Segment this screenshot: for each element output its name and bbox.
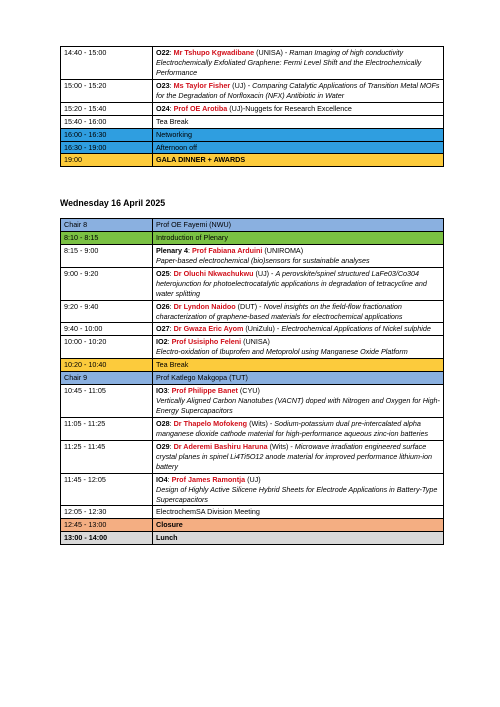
talk-code: O22 xyxy=(156,48,170,57)
talk-title: Raman Imaging of high conductivity Electrochemically Exfoliated Graphene: Fermi Level Shift and the Electrochemically Performance xyxy=(156,48,422,77)
talk-code: O26 xyxy=(156,301,170,311)
schedule-row xyxy=(61,359,444,372)
schedule-row xyxy=(61,336,444,359)
session-label: Prof OE Fayemi (NWU) xyxy=(156,220,232,229)
speaker-name: Dr Lyndon Naidoo xyxy=(173,301,236,311)
session-cell xyxy=(153,141,444,154)
schedule-row xyxy=(61,473,444,506)
time-cell: 14:40 - 15:00 xyxy=(61,47,153,80)
time-cell: 9:00 - 9:20 xyxy=(61,267,153,300)
talk-title: A perovskite/spinel structured LaFe03/Co304 heterojunction for photoelectrocatalytic applications in degradation of tetracycline and water splitting xyxy=(156,268,427,298)
speaker-name: Prof Usisipho Feleni xyxy=(171,337,242,347)
session-cell xyxy=(153,519,444,532)
session-label: Networking xyxy=(156,129,192,139)
schedule-row xyxy=(61,300,444,323)
session-label: Prof Katlego Makgopa (TUT) xyxy=(156,373,248,383)
time-cell: 15:40 - 16:00 xyxy=(61,115,153,128)
speaker-affiliation: (UJ) - xyxy=(253,268,276,278)
session-cell xyxy=(153,372,444,385)
schedule-row xyxy=(61,128,444,141)
talk-code: Plenary 4 xyxy=(156,245,188,255)
session-label: Tea Break xyxy=(156,116,189,126)
time-cell: 19:00 xyxy=(61,154,153,167)
talk-title: Electrochemical Applications of Nickel sulphide xyxy=(281,324,431,334)
talk-code: O29 xyxy=(156,441,170,451)
time-cell: Chair 9 xyxy=(61,372,153,385)
schedule-row xyxy=(61,385,444,418)
session-cell xyxy=(153,128,444,141)
schedule-row xyxy=(61,141,444,154)
schedule-row xyxy=(61,115,444,128)
session-cell: IO4: Prof James Ramontja (UJ) Design of Highly Active Silicene Hybrid Sheets for Electrode Applications in Battery-Type Supercapacitors xyxy=(153,473,444,506)
time-cell: 11:05 - 11:25 xyxy=(61,417,153,440)
schedule-row xyxy=(61,519,444,532)
schedule-table-wednesday xyxy=(60,218,444,545)
time-cell: 11:25 - 11:45 xyxy=(61,440,153,473)
time-cell: 9:20 - 9:40 xyxy=(61,300,153,323)
time-cell: 11:45 - 12:05 xyxy=(61,473,153,506)
talk-code: O24 xyxy=(156,103,170,113)
time-cell: 10:45 - 11:05 xyxy=(61,385,153,418)
session-cell: O22: Mr Tshupo Kgwadibane (UNISA) - Raman Imaging of high conductivity Electrochemically Exfoliated Graphene: Fermi Level Shift and the Electrochemically Performance xyxy=(153,47,444,80)
time-cell: 8:10 - 8:15 xyxy=(61,231,153,244)
talk-code: O25 xyxy=(156,268,170,278)
speaker-affiliation: (Wits) - xyxy=(247,418,275,428)
speaker-affiliation: (Wits) - xyxy=(267,441,295,451)
talk-title: Novel insights on the field-flow fractionation characterization of graphene-based materials for electrochemical applications xyxy=(156,301,403,321)
session-cell: IO3: Prof Philippe Banet (CYU) Vertically Aligned Carbon Nanotubes (VACNT) doped with Nitrogen and Oxygen for High-Energy Supercapacitors xyxy=(153,385,444,418)
time-cell: 16:30 - 19:00 xyxy=(61,141,153,154)
schedule-table-tuesday xyxy=(60,46,444,167)
speaker-affiliation: (UNIROMA) xyxy=(262,245,304,255)
time-cell: Chair 8 xyxy=(61,219,153,232)
day-heading: Wednesday 16 April 2025 xyxy=(60,198,166,208)
session-cell xyxy=(153,115,444,128)
schedule-row xyxy=(61,372,444,385)
speaker-name: Dr Thapelo Mofokeng xyxy=(173,418,248,428)
speaker-affiliation: (DUT) - xyxy=(235,301,264,311)
talk-code: IO3 xyxy=(156,386,168,396)
schedule-row xyxy=(61,323,444,336)
schedule-row xyxy=(61,102,444,115)
speaker-name: Dr Aderemi Bashiru Haruna xyxy=(173,441,268,451)
talk-title: Paper-based electrochemical (bio)sensors for sustainable analyses xyxy=(156,255,370,265)
speaker-affiliation: (UJ) - xyxy=(230,80,253,90)
session-cell xyxy=(153,231,444,244)
schedule-row xyxy=(61,79,444,102)
talk-code: IO4 xyxy=(156,474,168,484)
speaker-name: Dr Gwaza Eric Ayom xyxy=(173,324,244,334)
time-cell: 10:20 - 10:40 xyxy=(61,359,153,372)
session-cell: Plenary 4: Prof Fabiana Arduini (UNIROMA) Paper-based electrochemical (bio)sensors for sustainable analyses xyxy=(153,244,444,267)
session-cell xyxy=(153,359,444,372)
speaker-affiliation: (UJ) xyxy=(245,474,261,484)
talk-title: Electro-oxidation of Ibuprofen and Metoprolol using Manganese Oxide Platform xyxy=(156,347,408,357)
time-cell: 8:15 - 9:00 xyxy=(61,244,153,267)
session-label: Lunch xyxy=(156,533,178,543)
session-cell: O26: Dr Lyndon Naidoo (DUT) - Novel insights on the field-flow fractionation characterization of graphene-based materials for electrochemical applications xyxy=(153,300,444,323)
talk-title: Microwave irradiation engineered surface crystal planes in spinel Li4Ti5O12 anode material for improved performance lithium-ion battery xyxy=(156,441,432,471)
session-label: Closure xyxy=(156,520,183,530)
speaker-name: Ms Taylor Fisher xyxy=(173,80,231,90)
schedule-row xyxy=(61,532,444,545)
speaker-name: Prof OE Arotiba xyxy=(173,103,228,113)
time-cell: 12:05 - 12:30 xyxy=(61,506,153,519)
speaker-affiliation: (UniZulu) - xyxy=(243,324,282,334)
talk-code: O27 xyxy=(156,324,170,334)
talk-code: O28 xyxy=(156,418,170,428)
speaker-name: Prof Fabiana Arduini xyxy=(191,245,263,255)
session-cell: O27: Dr Gwaza Eric Ayom (UniZulu) - Electrochemical Applications of Nickel sulphide xyxy=(153,323,444,336)
speaker-affiliation: (UNISA) xyxy=(241,337,270,347)
session-cell: O24: Prof OE Arotiba (UJ)-Nuggets for Research Excellence xyxy=(153,102,444,115)
schedule-row xyxy=(61,47,444,80)
session-cell xyxy=(153,219,444,232)
session-cell: O29: Dr Aderemi Bashiru Haruna (Wits) - Microwave irradiation engineered surface crystal planes in spinel Li4Ti5O12 anode material for improved performance lithium-ion battery xyxy=(153,440,444,473)
schedule-row xyxy=(61,417,444,440)
schedule-row xyxy=(61,440,444,473)
time-cell: 13:00 - 14:00 xyxy=(61,532,153,545)
speaker-affiliation: (CYU) xyxy=(237,386,260,396)
session-cell xyxy=(153,506,444,519)
speaker-name: Mr Tshupo Kgwadibane xyxy=(173,48,255,57)
time-cell: 12:45 - 13:00 xyxy=(61,519,153,532)
session-label: ElectrochemSA Division Meeting xyxy=(156,507,260,517)
schedule-row xyxy=(61,154,444,167)
time-cell: 15:20 - 15:40 xyxy=(61,102,153,115)
session-label: Tea Break xyxy=(156,360,189,370)
schedule-row xyxy=(61,267,444,300)
session-cell xyxy=(153,532,444,545)
speaker-name: Prof James Ramontja xyxy=(171,474,246,484)
time-cell: 16:00 - 16:30 xyxy=(61,128,153,141)
talk-code: IO2 xyxy=(156,337,168,347)
time-cell: 9:40 - 10:00 xyxy=(61,323,153,336)
session-label: GALA DINNER + AWARDS xyxy=(156,155,246,165)
talk-title: Sodium-potassium dual pre-intercalated alpha manganese dioxide cathode material for high-performance aqueous zinc-ion batteries xyxy=(156,418,429,438)
session-cell: IO2: Prof Usisipho Feleni (UNISA) Electro-oxidation of Ibuprofen and Metoprolol using Manganese Oxide Platform xyxy=(153,336,444,359)
time-cell: 15:00 - 15:20 xyxy=(61,79,153,102)
talk-code: O23 xyxy=(156,80,170,90)
schedule-row xyxy=(61,244,444,267)
session-cell: O25: Dr Oluchi Nkwachukwu (UJ) - A perovskite/spinel structured LaFe03/Co304 heterojunction for photoelectrocatalytic applications in degradation of tetracycline and water splitting xyxy=(153,267,444,300)
schedule-row xyxy=(61,219,444,232)
speaker-affiliation: (UJ)-Nuggets for Research Excellence xyxy=(227,103,352,113)
schedule-row xyxy=(61,231,444,244)
session-label: Introduction of Plenary xyxy=(156,232,228,242)
session-cell xyxy=(153,154,444,167)
speaker-name: Prof Philippe Banet xyxy=(171,386,238,396)
session-cell: O23: Ms Taylor Fisher (UJ) - Comparing Catalytic Applications of Transition Metal MOFs for the Degradation of Norfloxacin (NFX) Antibiotic in Water xyxy=(153,79,444,102)
time-cell: 10:00 - 10:20 xyxy=(61,336,153,359)
talk-title: Design of Highly Active Silicene Hybrid Sheets for Electrode Applications in Battery-Type Supercapacitors xyxy=(156,484,438,504)
talk-title: Vertically Aligned Carbon Nanotubes (VACNT) doped with Nitrogen and Oxygen for High-Energy Supercapacitors xyxy=(156,396,440,415)
speaker-affiliation: (UNISA) - xyxy=(254,48,290,57)
session-label: Afternoon off xyxy=(156,142,198,152)
schedule-row xyxy=(61,506,444,519)
speaker-name: Dr Oluchi Nkwachukwu xyxy=(173,268,254,278)
session-cell: O28: Dr Thapelo Mofokeng (Wits) - Sodium-potassium dual pre-intercalated alpha manganese dioxide cathode material for high-performance aqueous zinc-ion batteries xyxy=(153,417,444,440)
talk-title: Comparing Catalytic Applications of Transition Metal MOFs for the Degradation of Norfloxacin (NFX) Antibiotic in Water xyxy=(156,80,440,100)
